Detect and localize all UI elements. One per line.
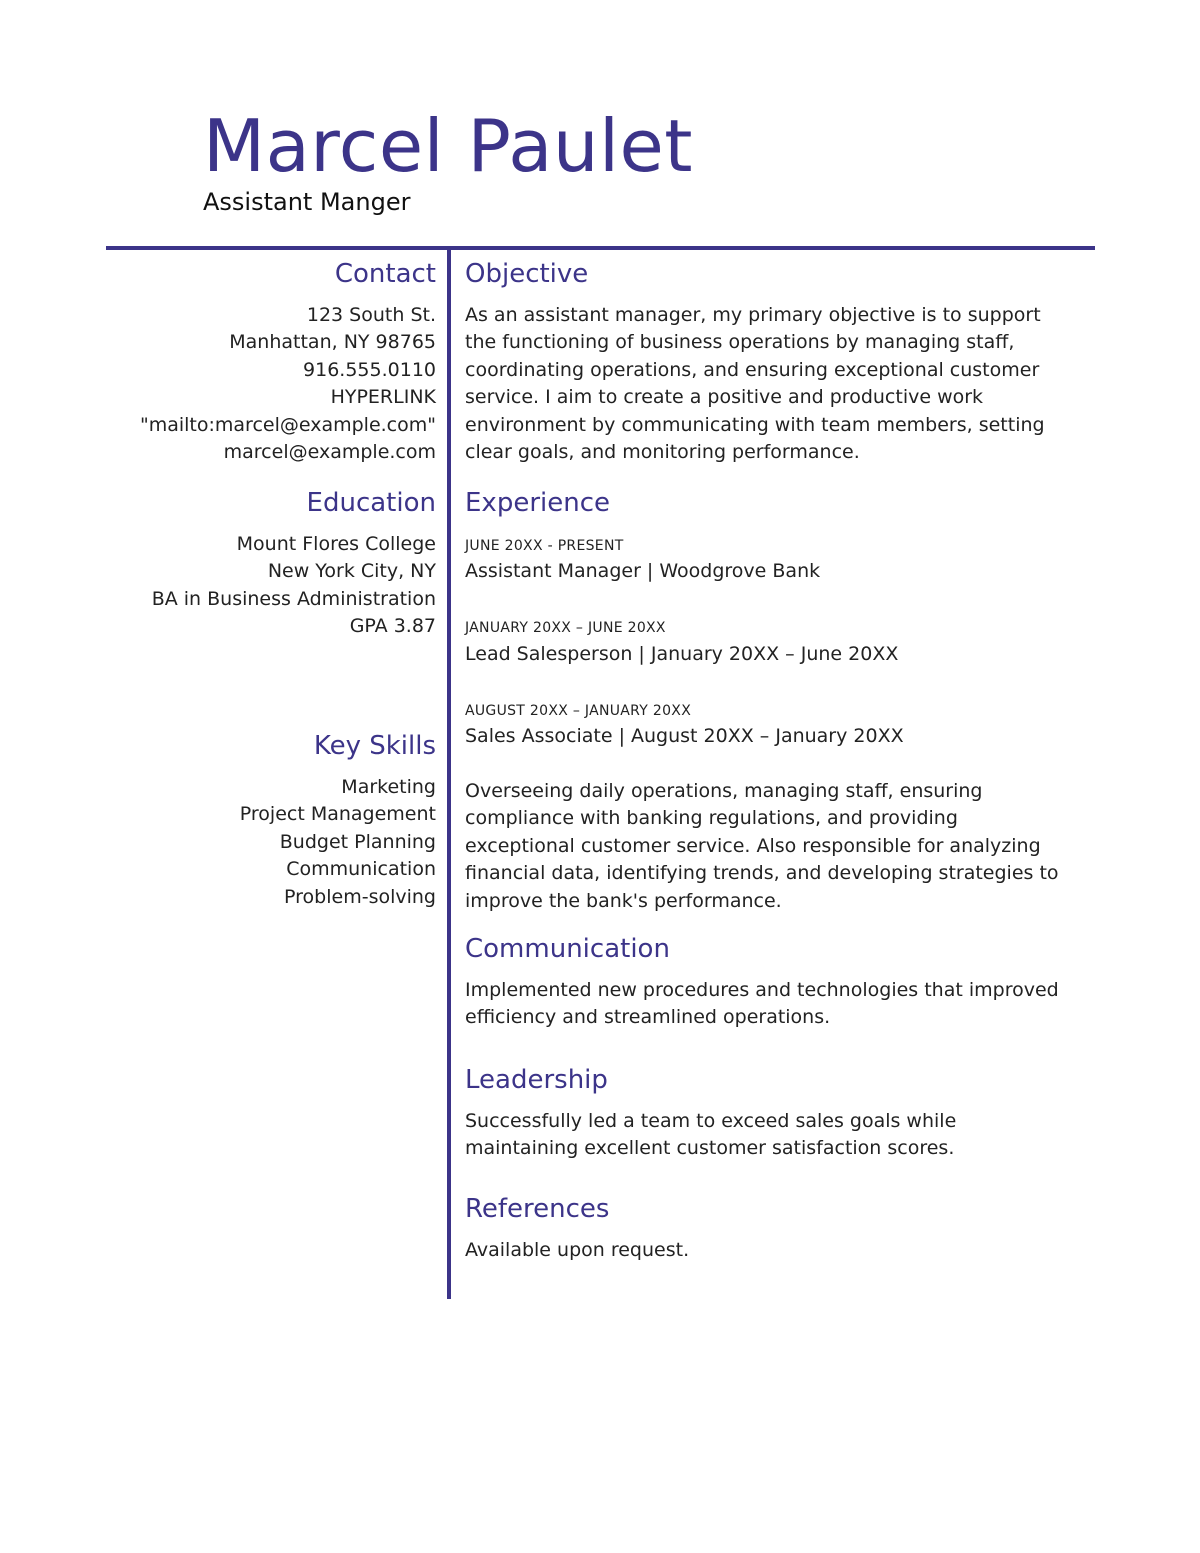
education-heading: Education: [306, 488, 436, 518]
job-role: Lead Salesperson | January 20XX – June 20XX: [465, 643, 899, 665]
objective-line: environment by communicating with team members, setting: [465, 413, 1045, 436]
contact-email[interactable]: marcel@example.com: [223, 441, 436, 464]
resume-name: Marcel Paulet: [203, 104, 694, 188]
objective-line: the functioning of business operations by managing staff,: [465, 331, 1015, 354]
skills-list: [80, 774, 436, 911]
communication-line: Implemented new procedures and technologies that improved: [465, 979, 1059, 1001]
experience-heading: Experience: [465, 488, 610, 518]
skill-item: Project Management: [239, 803, 436, 826]
job-role: Sales Associate | August 20XX – January 20XX: [465, 725, 904, 747]
leadership-text: [465, 1108, 1090, 1163]
skill-item: Budget Planning: [279, 830, 436, 853]
contact-city: Manhattan, NY 98765: [229, 331, 436, 354]
communication-heading: Communication: [465, 934, 670, 964]
skill-item: Marketing: [341, 776, 436, 798]
education-school: Mount Flores College: [236, 533, 436, 555]
communication-line: efficiency and streamlined operations.: [465, 1006, 831, 1029]
summary-line: compliance with banking regulations, and providing: [465, 807, 958, 830]
education-degree: BA in Business Administration: [151, 587, 436, 610]
education-location: New York City, NY: [267, 560, 436, 583]
references-text: Available upon request.: [465, 1239, 690, 1261]
education-block: [80, 531, 436, 641]
experience-summary: [465, 778, 1090, 915]
header-divider: [106, 246, 1095, 250]
contact-phone: 916.555.0110: [303, 358, 436, 381]
summary-line: improve the bank's performance.: [465, 889, 782, 912]
contact-mailto-field: "mailto:marcel@example.com": [139, 413, 436, 436]
contact-heading: Contact: [334, 259, 436, 289]
summary-line: exceptional customer service. Also responsible for analyzing: [465, 834, 1041, 857]
references-heading: References: [465, 1194, 610, 1224]
contact-hyperlink-field: HYPERLINK: [330, 386, 436, 409]
resume-title: Assistant Manger: [203, 188, 411, 216]
contact-address: 123 South St.: [306, 304, 436, 326]
job-dates: JANUARY 20XX – JUNE 20XX: [465, 620, 666, 636]
objective-line: service. I aim to create a positive and productive work: [465, 386, 984, 409]
summary-line: Overseeing daily operations, managing staff, ensuring: [465, 780, 983, 802]
objective-line: coordinating operations, and ensuring exceptional customer: [465, 358, 1040, 381]
summary-line: financial data, identifying trends, and developing strategies to: [465, 862, 1059, 885]
skill-item: Communication: [286, 858, 436, 881]
education-gpa: GPA 3.87: [349, 615, 436, 638]
job-role: Assistant Manager | Woodgrove Bank: [465, 560, 821, 582]
column-divider: [447, 246, 451, 1299]
leadership-line: Successfully led a team to exceed sales goals while: [465, 1110, 957, 1132]
objective-line: As an assistant manager, my primary objective is to support: [465, 304, 1041, 326]
objective-text: [465, 302, 1090, 466]
objective-heading: Objective: [465, 259, 589, 289]
communication-text: [465, 977, 1090, 1032]
job-dates: AUGUST 20XX – JANUARY 20XX: [465, 703, 692, 719]
skills-heading: Key Skills: [313, 731, 436, 761]
skill-item: Problem-solving: [284, 885, 436, 908]
leadership-heading: Leadership: [465, 1065, 608, 1095]
objective-line: clear goals, and monitoring performance.: [465, 441, 860, 464]
leadership-line: maintaining excellent customer satisfaction scores.: [465, 1137, 955, 1160]
contact-block: [80, 302, 436, 466]
job-dates: JUNE 20XX - PRESENT: [465, 538, 624, 554]
